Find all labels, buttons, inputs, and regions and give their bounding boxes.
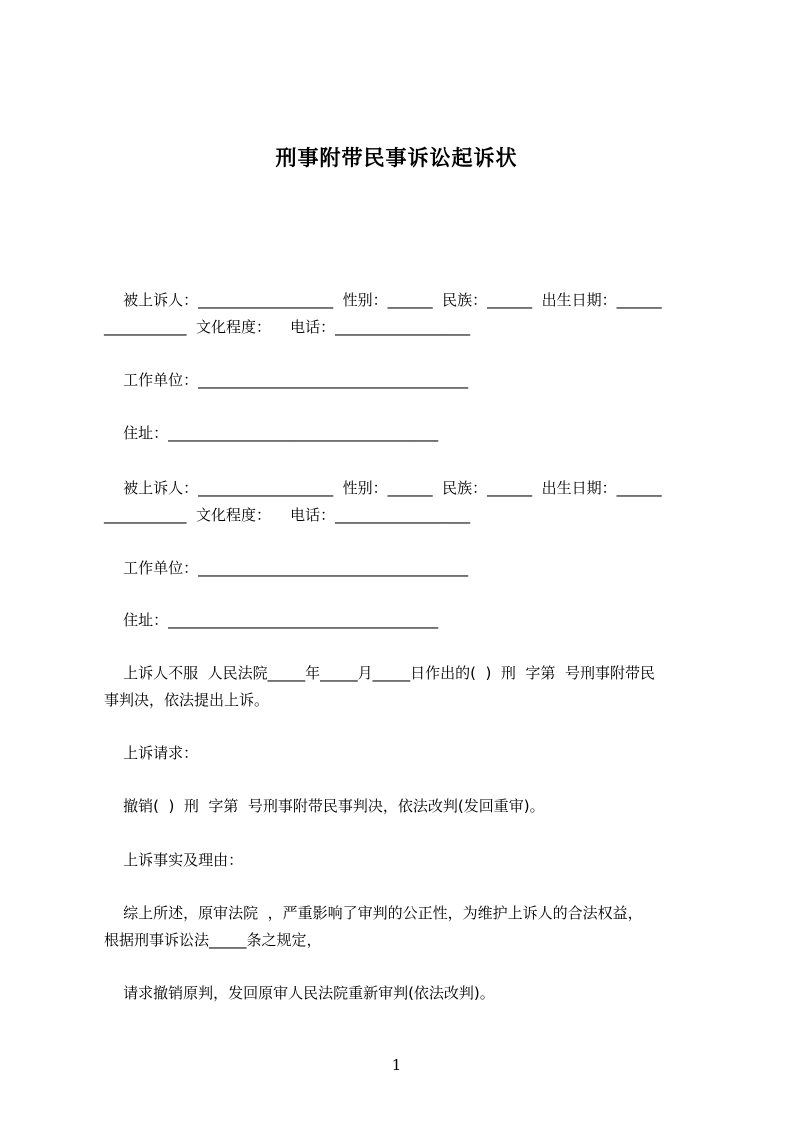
conclusion-line-1: 综上所述，原审法院 ，严重影响了审判的公正性，为维护上诉人的合法权益，	[104, 904, 643, 922]
appeal-requests-heading: 上诉请求：	[104, 744, 199, 762]
appellee-1-address: 住址：____________________________________	[104, 424, 439, 442]
final-request: 请求撤销原判，发回原审人民法院重新审判(依法改判)。	[104, 984, 495, 1002]
document-title: 刑事附带民事诉讼起诉状	[275, 146, 518, 170]
appellee-1-workplace: 工作单位：____________________________________	[104, 371, 469, 389]
appellee-2-line-1: 被上诉人：__________________ 性别：______ 民族：______ 出生日期：______	[104, 479, 662, 497]
page-number: 1	[391, 1056, 402, 1074]
appellee-2-line-2: ___________ 文化程度： 电话：__________________	[104, 506, 471, 524]
facts-reasons-heading: 上诉事实及理由：	[104, 851, 244, 869]
appellee-2-workplace: 工作单位：____________________________________	[104, 559, 469, 577]
appellee-1-line-1: 被上诉人：__________________ 性别：______ 民族：______ 出生日期：______	[104, 291, 662, 309]
appeal-statement-line-2: 事判决，依法提出上诉。	[104, 691, 270, 709]
conclusion-line-2: 根据刑事诉讼法_____条之规定，	[104, 931, 322, 949]
appeal-statement-line-1: 上诉人不服 人民法院_____年_____月_____日作出的( ) 刑 字第 号刑事附带民	[104, 664, 655, 682]
appeal-request-text: 撤销( ) 刑 字第 号刑事附带民事判决，依法改判(发回重审)。	[104, 797, 545, 815]
appellee-1-line-2: ___________ 文化程度： 电话：__________________	[104, 318, 471, 336]
appellee-2-address: 住址：____________________________________	[104, 611, 439, 629]
